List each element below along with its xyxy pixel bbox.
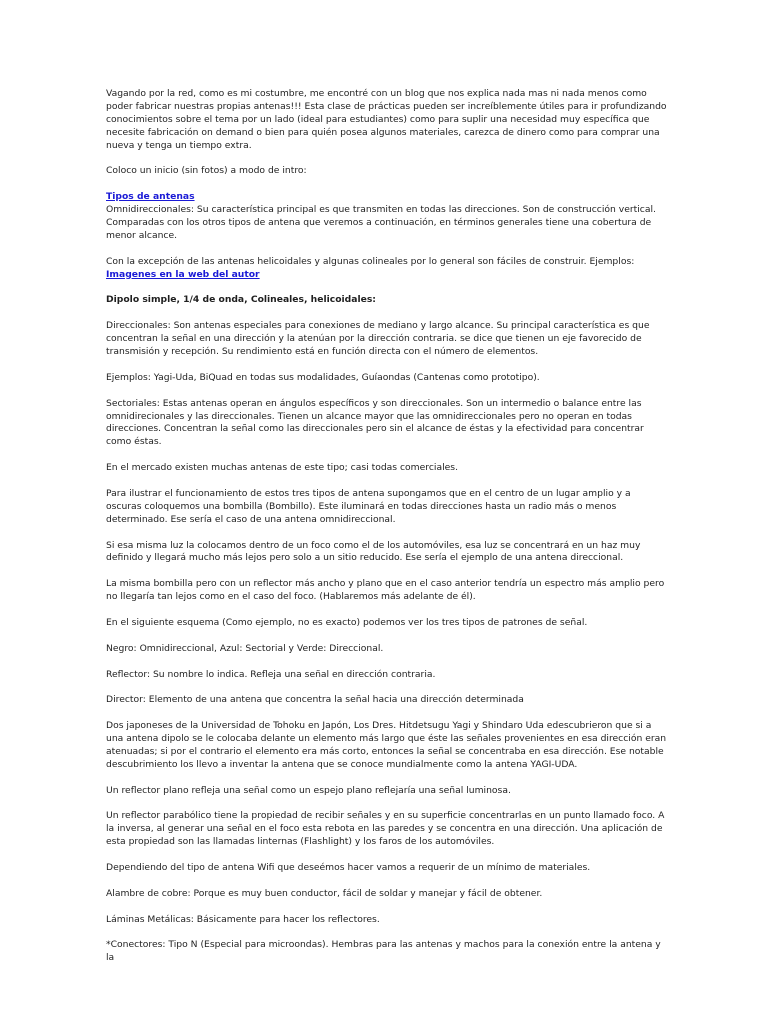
connectors-paragraph: *Conectores: Tipo N (Especial para microondas). Hembras para las antenas y machos para la conexión entre la antena y la [106,939,661,964]
flat-reflector-paragraph: Un reflector plano refleja una señal como un espejo plano reflejaría una señal luminosa. [106,784,511,796]
reflector-bulb-paragraph: La misma bombilla pero con un reflector más ancho y plano que en el caso anterior tendría un espectro más amplio pero no llegaría tan lejos como en el caso del foco. (Hablaremos más adelante de él). [106,578,665,603]
depending-paragraph: Dependiendo del tipo de antena Wifi que deseémos hacer vamos a requerir de un mínimo de materiales. [106,862,591,874]
article-body [106,88,668,978]
legend-paragraph: Negro: Omnidireccional, Azul: Sectorial y Verde: Direccional. [106,642,384,654]
sectorial-paragraph: Sectoriales: Estas antenas operan en ángulos específicos y son direccionales. Son un intermedio o balance entre las omnidirecionales y las direccionales. Tienen un alcance mayor que las omnidireccionales pero no operan en todas direcciones. Concentran la señal como las direccionales pero sin el alcance de éstas y la efectividad para concentrar como éstas. [106,397,644,448]
sheets-paragraph: Láminas Metálicas: Básicamente para hacer los reflectores. [106,913,380,925]
parabolic-paragraph: Un reflector parabólico tiene la propiedad de recibir señales y en su superficie concentrarlas en un punto llamado foco. A la inversa, al generar una señal en el foco esta rebota en las paredes y se concentra en una dirección. Una aplicación de esta propiedad son las llamadas linternas (Flashlight) y los faros de los automóviles. [106,810,665,848]
exception-section [106,256,668,282]
intro-paragraph: Vagando por la red, como es mi costumbre, me encontré con un blog que nos explica nada mas ni nada menos como poder fabricar nuestras propias antenas!!! Esta clase de prácticas pueden ser increíblemente útiles para ir profundizando conocimientos sobre el tema por un lado (ideal para estudiantes) como para suplir una necesidad muy específica que necesite fabricación on demand o bien para quién posea algunos materiales, carezca de dinero como para comprar una nueva y tenga un tiempo extra. [106,88,667,151]
reflector-paragraph: Reflector: Su nombre lo indica. Refleja una señal en dirección contraria. [106,668,436,680]
types-link[interactable]: Tipos de antenas [106,191,195,203]
focus-paragraph: Si esa misma luz la colocamos dentro de un foco como el de los automóviles, esa luz se concentrará en un haz muy definido y llegará mucho más lejos pero solo a un sitio reducido. Ese sería el ejemplo de una antena direccional. [106,539,641,564]
exception-text: Con la excepción de las antenas helicoidales y algunas colineales por lo general son fáciles de construir. Ejemplos: [106,255,635,267]
director-paragraph: Director: Elemento de una antena que concentra la señal hacia una dirección determinada [106,694,524,706]
examples-paragraph: Ejemplos: Yagi-Uda, BiQuad en todas sus modalidades, Guíaondas (Cantenas como prototipo). [106,371,540,383]
illustrate-paragraph: Para ilustrar el funcionamiento de estos tres tipos de antena supongamos que en el centro de un lugar amplio y a oscuras coloquemos una bombilla (Bombillo). Este iluminará en todas direcciones hasta un radio más o menos determinado. Ese sería el caso de una antena omnidireccional. [106,487,631,525]
japanese-paragraph: Dos japoneses de la Universidad de Tohoku en Japón, Los Dres. Hitdetsugu Yagi y Shindaro Uda edescubrieron que si a una antena dipolo se le colocaba delante un elemento más largo que éste las señales provenientes en esa dirección eran atenuadas; si por el contrario el elemento era más corto, entonces la señal se concentraba en esa dirección. Ese notable descubrimiento los llevo a inventar la antena que se conoce mundialmente como la antena YAGI-UDA. [106,720,667,770]
market-paragraph: En el mercado existen muchas antenas de este tipo; casi todas comerciales. [106,462,458,474]
omni-text: Omnidireccionales: Su característica principal es que transmiten en todas las direcciones. Son de construcción vertical. Comparadas con los otros tipos de antena que veremos a continuación, en términos generales tiene una cobertura de menor alcance. [106,204,656,241]
types-section [106,191,668,243]
scheme-paragraph: En el siguiente esquema (Como ejemplo, no es exacto) podemos ver los tres tipos de patrones de señal. [106,616,588,628]
wire-paragraph: Alambre de cobre: Porque es muy buen conductor, fácil de soldar y manejar y fácil de obtener. [106,887,543,899]
dipole-heading: Dipolo simple, 1/4 de onda, Colineales, helicoidales: [106,294,376,306]
intro-note: Coloco un inicio (sin fotos) a modo de intro: [106,165,307,177]
directional-paragraph: Direccionales: Son antenas especiales para conexiones de mediano y largo alcance. Su principal característica es que concentran la señal en una dirección y la atenúan por la dirección contraria. se dice que tienen un eje favorecido de transmisión y recepción. Su rendimiento está en función directa con el número de elementos. [106,320,650,358]
author-link[interactable]: Imagenes en la web del autor [106,268,260,280]
